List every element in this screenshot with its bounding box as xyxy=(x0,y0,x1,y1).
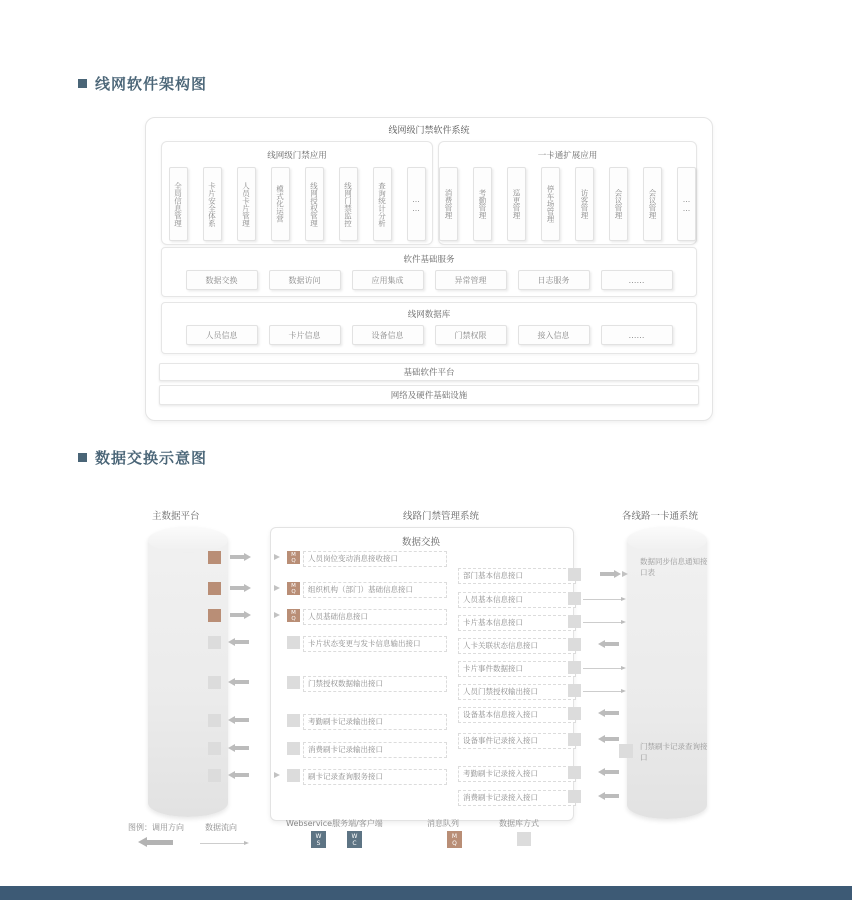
app-group-onecard xyxy=(438,141,697,245)
module-pill: 全局信息管理 xyxy=(169,167,188,241)
db-badge xyxy=(568,615,581,628)
app-group-title: 一卡通扩展应用 xyxy=(537,151,598,161)
section-heading-text: 线网软件架构图 xyxy=(95,75,208,93)
mq-badge: M Q xyxy=(287,551,300,564)
interface-box: 设备基本信息接入接口 xyxy=(458,707,576,723)
module-pill: 停车场管理 xyxy=(541,167,560,241)
flow-arrow-right-icon xyxy=(583,691,621,692)
database-layer xyxy=(161,302,697,354)
flow-arrowhead-icon xyxy=(622,571,628,577)
interface-box: 消费刷卡记录输出接口 xyxy=(303,742,447,758)
mq-badge: M Q xyxy=(287,609,300,622)
service-chip: 数据交换 xyxy=(186,270,258,290)
mq-endpoint-badge xyxy=(208,609,221,622)
interface-box: 刷卡记录查询服务接口 xyxy=(303,769,447,785)
label-line-onecard-system: 各线路一卡通系统 xyxy=(622,511,699,522)
db-badge xyxy=(287,742,300,755)
service-chip-list xyxy=(162,270,696,290)
db-endpoint-badge xyxy=(208,676,221,689)
module-pill: 卡片安全体系 xyxy=(203,167,222,241)
database-chip: 卡片信息 xyxy=(269,325,341,345)
interface-box: 人员门禁授权输出接口 xyxy=(458,684,576,700)
interface-box: 考勤刷卡记录输出接口 xyxy=(303,714,447,730)
module-pill-ellipsis: …… xyxy=(677,167,696,241)
module-pill: 消费管理 xyxy=(439,167,458,241)
note-swipe-query: 门禁刷卡记录查询接口 xyxy=(640,742,708,762)
label-master-data-platform: 主数据平台 xyxy=(152,511,200,522)
database-chip-ellipsis: …… xyxy=(601,325,673,345)
db-badge xyxy=(287,636,300,649)
call-arrow-right-icon xyxy=(230,611,251,619)
module-pill: 人员卡片管理 xyxy=(237,167,256,241)
db-badge xyxy=(568,766,581,779)
module-pill: 查询统计分析 xyxy=(373,167,392,241)
interface-box: 人员基础信息接口 xyxy=(303,609,447,625)
module-pill: 模式化运营 xyxy=(271,167,290,241)
footer-band xyxy=(0,886,852,900)
database-chip-list xyxy=(162,325,696,345)
legend-webservice: Webservice服务端/客户端 xyxy=(286,819,383,828)
label-line-access-system: 线路门禁管理系统 xyxy=(403,511,480,522)
database-layer-title: 线网数据库 xyxy=(407,310,451,320)
call-arrow-left-icon xyxy=(228,678,249,686)
module-pill-list xyxy=(162,167,432,241)
wc-badge: W C xyxy=(347,831,362,848)
interface-box: 设备事件记录接入接口 xyxy=(458,733,576,749)
call-arrow-left-icon xyxy=(228,771,249,779)
flow-arrow-right-icon xyxy=(583,599,621,600)
service-layer xyxy=(161,247,697,297)
note-data-sync: 数据同步信息通知接口表 xyxy=(640,557,708,577)
call-arrow-right-icon xyxy=(230,553,251,561)
database-chip: 接入信息 xyxy=(518,325,590,345)
interface-box: 卡片状态变更与发卡信息输出接口 xyxy=(303,636,447,652)
database-chip: 人员信息 xyxy=(186,325,258,345)
section-heading-architecture xyxy=(78,73,207,94)
call-arrow-left-icon xyxy=(598,735,619,743)
legend-call-arrow-icon xyxy=(138,837,173,847)
legend-database: 数据库方式 xyxy=(499,819,539,828)
interface-box: 卡片基本信息接口 xyxy=(458,615,576,631)
db-badge xyxy=(568,661,581,674)
interface-box: 考勤刷卡记录接入接口 xyxy=(458,766,576,782)
database-chip: 设备信息 xyxy=(352,325,424,345)
module-pill: 访客管理 xyxy=(575,167,594,241)
section-heading-exchange xyxy=(78,447,207,468)
db-endpoint-badge xyxy=(208,742,221,755)
interface-box: 卡片事件数据接口 xyxy=(458,661,576,677)
module-pill-ellipsis: …… xyxy=(407,167,426,241)
legend-prefix: 图例： xyxy=(128,823,152,832)
service-chip: 异常管理 xyxy=(435,270,507,290)
interface-box: 消费刷卡记录接入接口 xyxy=(458,790,576,806)
mq-badge: M Q xyxy=(287,582,300,595)
section-heading-text: 数据交换示意图 xyxy=(95,449,208,467)
db-endpoint-badge xyxy=(619,744,633,758)
db-badge xyxy=(287,676,300,689)
legend-flow-arrow-icon xyxy=(200,843,244,844)
call-arrow-left-icon xyxy=(598,709,619,717)
call-arrow-right-icon xyxy=(600,570,621,578)
call-arrow-left-icon xyxy=(598,768,619,776)
db-endpoint-badge xyxy=(208,714,221,727)
module-pill: 会议管理 xyxy=(609,167,628,241)
database-chip: 门禁权限 xyxy=(435,325,507,345)
db-badge xyxy=(568,733,581,746)
section-bullet-icon xyxy=(78,79,87,88)
interface-box: 部门基本信息接口 xyxy=(458,568,576,584)
db-badge xyxy=(568,638,581,651)
mq-endpoint-badge xyxy=(208,551,221,564)
module-pill: 巡更管理 xyxy=(507,167,526,241)
flow-arrowhead-icon xyxy=(274,612,280,618)
call-arrow-left-icon xyxy=(228,744,249,752)
module-pill: 考勤管理 xyxy=(473,167,492,241)
db-endpoint-badge xyxy=(208,636,221,649)
service-chip: 日志服务 xyxy=(518,270,590,290)
mq-badge: M Q xyxy=(447,831,462,848)
module-pill: 线网门禁监控 xyxy=(339,167,358,241)
section-bullet-icon xyxy=(78,453,87,462)
call-arrow-right-icon xyxy=(230,584,251,592)
db-badge xyxy=(568,684,581,697)
legend-message-queue: 消息队列 xyxy=(427,819,459,828)
data-exchange-panel-title: 数据交换 xyxy=(401,537,440,548)
architecture-diagram xyxy=(145,117,713,421)
interface-box: 门禁授权数据输出接口 xyxy=(303,676,447,692)
service-chip: 应用集成 xyxy=(352,270,424,290)
call-arrow-left-icon xyxy=(228,716,249,724)
db-badge xyxy=(568,790,581,803)
app-group-access xyxy=(161,141,433,245)
flow-arrow-right-icon xyxy=(583,622,621,623)
module-pill-list xyxy=(439,167,696,241)
flow-arrow-right-icon xyxy=(583,668,621,669)
call-arrow-left-icon xyxy=(228,638,249,646)
call-arrow-left-icon xyxy=(598,640,619,648)
interface-box: 人员基本信息接口 xyxy=(458,592,576,608)
db-endpoint-badge xyxy=(208,769,221,782)
legend-db-square-icon xyxy=(517,832,531,846)
mq-endpoint-badge xyxy=(208,582,221,595)
flow-arrowhead-icon xyxy=(274,585,280,591)
infrastructure-bar: 网络及硬件基础设施 xyxy=(159,385,699,405)
platform-bar: 基础软件平台 xyxy=(159,363,699,381)
db-badge xyxy=(568,707,581,720)
flow-arrowhead-icon xyxy=(274,772,280,778)
architecture-system-title: 线网级门禁软件系统 xyxy=(388,126,470,136)
interface-box: 人员岗位变动消息接收接口 xyxy=(303,551,447,567)
app-group-title: 线网级门禁应用 xyxy=(267,151,327,161)
interface-box: 组织机构（部门）基础信息接口 xyxy=(303,582,447,598)
legend-call-direction: 图例：调用方向 xyxy=(128,823,184,832)
flow-arrowhead-icon xyxy=(274,554,280,560)
service-chip-ellipsis: …… xyxy=(601,270,673,290)
db-badge xyxy=(568,592,581,605)
db-badge xyxy=(568,568,581,581)
interface-box: 人卡关联状态信息接口 xyxy=(458,638,576,654)
service-chip: 数据访问 xyxy=(269,270,341,290)
ws-badge: W S xyxy=(311,831,326,848)
db-badge xyxy=(287,769,300,782)
module-pill: 线网授权管理 xyxy=(305,167,324,241)
legend-data-flow: 数据流向 xyxy=(205,823,237,832)
service-layer-title: 软件基础服务 xyxy=(403,255,455,265)
db-badge xyxy=(287,714,300,727)
call-arrow-left-icon xyxy=(598,792,619,800)
module-pill: 会议管理 xyxy=(643,167,662,241)
